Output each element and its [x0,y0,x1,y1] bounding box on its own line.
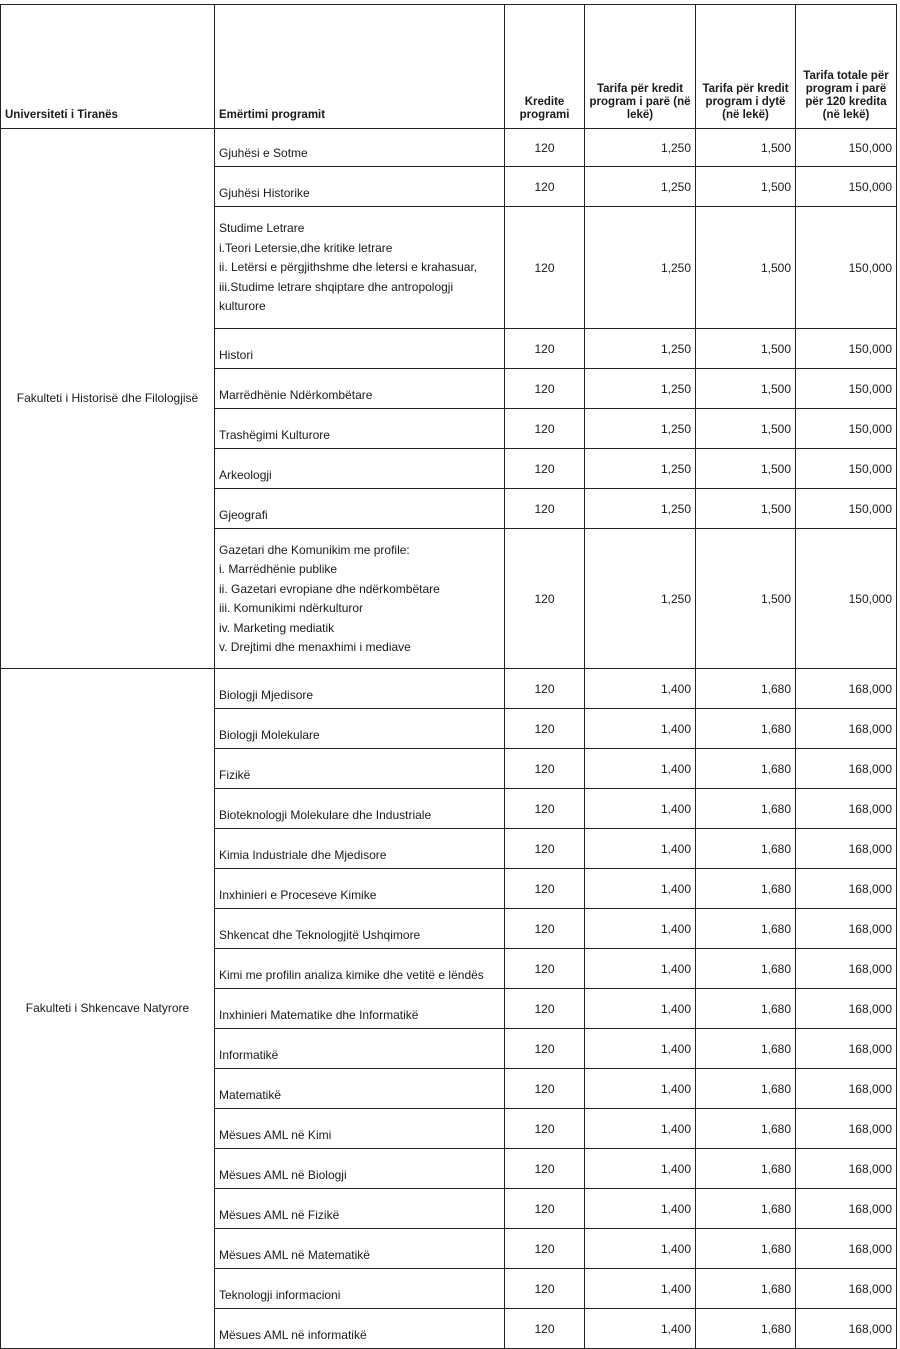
fee-second-value: 1,680 [696,789,796,829]
table-body [1,129,897,1349]
fee-total-value: 168,000 [796,1029,897,1069]
credits-value: 120 [505,529,585,669]
fee-first-value: 1,250 [585,489,696,529]
fee-second-value: 1,680 [696,1109,796,1149]
credits-value: 120 [505,329,585,369]
credits-value: 120 [505,167,585,207]
fee-total-value: 168,000 [796,1189,897,1229]
fee-first-value: 1,400 [585,1149,696,1189]
fee-second-value: 1,500 [696,129,796,167]
credits-value: 120 [505,1229,585,1269]
fee-second-value: 1,680 [696,1069,796,1109]
credits-value: 120 [505,669,585,709]
fee-total-value: 168,000 [796,749,897,789]
fee-second-value: 1,680 [696,829,796,869]
fee-first-value: 1,400 [585,789,696,829]
fee-second-value: 1,500 [696,369,796,409]
credits-value: 120 [505,989,585,1029]
credits-value: 120 [505,909,585,949]
program-name: Arkeologji [215,449,505,489]
fee-total-value: 168,000 [796,789,897,829]
fee-total-value: 168,000 [796,869,897,909]
program-name: Teknologji informacioni [215,1269,505,1309]
fee-total-value: 168,000 [796,989,897,1029]
fee-total-value: 168,000 [796,909,897,949]
program-name: Marrëdhënie Ndërkombëtare [215,369,505,409]
fee-second-value: 1,680 [696,909,796,949]
fee-second-value: 1,680 [696,1029,796,1069]
program-name: Fizikë [215,749,505,789]
fee-total-value: 168,000 [796,1149,897,1189]
table-row [1,129,897,167]
credits-value: 120 [505,829,585,869]
header-fee-second-program: Tarifa për kredit program i dytë (në lekë) [696,5,796,129]
program-name: Shkencat dhe Teknologjitë Ushqimore [215,909,505,949]
fee-first-value: 1,400 [585,749,696,789]
credits-value: 120 [505,949,585,989]
program-name: Kimia Industriale dhe Mjedisore [215,829,505,869]
fee-total-value: 168,000 [796,1229,897,1269]
fee-second-value: 1,680 [696,709,796,749]
fee-total-value: 150,000 [796,529,897,669]
fee-first-value: 1,400 [585,1109,696,1149]
credits-value: 120 [505,369,585,409]
credits-value: 120 [505,1309,585,1349]
fee-second-value: 1,500 [696,207,796,329]
faculty-name: Fakulteti i Shkencave Natyrore [1,669,215,1349]
fee-second-value: 1,680 [696,949,796,989]
fee-first-value: 1,250 [585,529,696,669]
fee-total-value: 150,000 [796,207,897,329]
fee-first-value: 1,400 [585,949,696,989]
fee-second-value: 1,680 [696,1309,796,1349]
credits-value: 120 [505,129,585,167]
program-name: Trashëgimi Kulturore [215,409,505,449]
fee-total-value: 168,000 [796,669,897,709]
fee-first-value: 1,250 [585,449,696,489]
fee-total-value: 168,000 [796,829,897,869]
program-name: Mësues AML në Fizikë [215,1189,505,1229]
header-fee-first-program: Tarifa për kredit program i parë (në lekë) [585,5,696,129]
fee-first-value: 1,400 [585,1269,696,1309]
program-name: Inxhinieri e Proceseve Kimike [215,869,505,909]
tuition-fee-table [0,4,897,1349]
fee-second-value: 1,500 [696,409,796,449]
credits-value: 120 [505,449,585,489]
program-name: Kimi me profilin analiza kimike dhe vetitë e lëndës [215,949,505,989]
credits-value: 120 [505,1029,585,1069]
fee-first-value: 1,250 [585,167,696,207]
program-name: Gjuhësi e Sotme [215,129,505,167]
fee-second-value: 1,680 [696,1229,796,1269]
credits-value: 120 [505,1189,585,1229]
program-name: Bioteknologji Molekulare dhe Industriale [215,789,505,829]
fee-second-value: 1,680 [696,1269,796,1309]
fee-total-value: 150,000 [796,489,897,529]
fee-total-value: 168,000 [796,1269,897,1309]
program-name: Studime Letrare i.Teori Letersie,dhe kritike letrare ii. Letërsi e përgjithshme dhe letersi e krahasuar, iii.Studime letrare shqiptare dhe antropologji kulturore [215,207,505,329]
fee-second-value: 1,500 [696,329,796,369]
header-row [1,5,897,129]
program-name: Mësues AML në Biologji [215,1149,505,1189]
fee-first-value: 1,400 [585,1189,696,1229]
fee-total-value: 168,000 [796,1309,897,1349]
fee-second-value: 1,500 [696,449,796,489]
fee-second-value: 1,500 [696,489,796,529]
fee-first-value: 1,400 [585,869,696,909]
credits-value: 120 [505,1149,585,1189]
fee-first-value: 1,400 [585,989,696,1029]
credits-value: 120 [505,1069,585,1109]
fee-total-value: 168,000 [796,1069,897,1109]
program-name: Inxhinieri Matematike dhe Informatikë [215,989,505,1029]
header-program-name: Emërtimi programit [215,5,505,129]
fee-total-value: 168,000 [796,709,897,749]
credits-value: 120 [505,1109,585,1149]
program-name: Biologji Molekulare [215,709,505,749]
credits-value: 120 [505,789,585,829]
fee-total-value: 150,000 [796,449,897,489]
header-credits: Kredite programi [505,5,585,129]
fee-first-value: 1,250 [585,129,696,167]
fee-total-value: 150,000 [796,167,897,207]
program-name: Gjeografi [215,489,505,529]
fee-first-value: 1,400 [585,1309,696,1349]
credits-value: 120 [505,749,585,789]
credits-value: 120 [505,1269,585,1309]
fee-first-value: 1,400 [585,1069,696,1109]
program-name: Matematikë [215,1069,505,1109]
fee-total-value: 168,000 [796,1109,897,1149]
fee-first-value: 1,250 [585,207,696,329]
fee-total-value: 150,000 [796,409,897,449]
program-name: Informatikë [215,1029,505,1069]
fee-second-value: 1,680 [696,749,796,789]
fee-total-value: 168,000 [796,949,897,989]
fee-second-value: 1,680 [696,869,796,909]
program-name: Gjuhësi Historike [215,167,505,207]
fee-total-value: 150,000 [796,369,897,409]
fee-second-value: 1,500 [696,529,796,669]
fee-second-value: 1,680 [696,1149,796,1189]
fee-second-value: 1,680 [696,989,796,1029]
fee-first-value: 1,250 [585,369,696,409]
program-name: Biologji Mjedisore [215,669,505,709]
credits-value: 120 [505,709,585,749]
program-name: Mësues AML në informatikë [215,1309,505,1349]
fee-first-value: 1,400 [585,1229,696,1269]
fee-second-value: 1,680 [696,1189,796,1229]
fee-second-value: 1,680 [696,669,796,709]
table-row [1,669,897,709]
program-name: Mësues AML në Matematikë [215,1229,505,1269]
fee-first-value: 1,400 [585,829,696,869]
header-fee-total: Tarifa totale për program i parë për 120 kredita (në lekë) [796,5,897,129]
credits-value: 120 [505,489,585,529]
credits-value: 120 [505,409,585,449]
fee-first-value: 1,400 [585,909,696,949]
fee-first-value: 1,250 [585,409,696,449]
fee-second-value: 1,500 [696,167,796,207]
credits-value: 120 [505,869,585,909]
fee-first-value: 1,400 [585,669,696,709]
fee-total-value: 150,000 [796,129,897,167]
fee-first-value: 1,250 [585,329,696,369]
faculty-name: Fakulteti i Historisë dhe Filologjisë [1,129,215,669]
program-name: Histori [215,329,505,369]
program-name: Gazetari dhe Komunikim me profile: i. Marrëdhënie publike ii. Gazetari evropiane dhe ndërkombëtare iii. Komunikimi ndërkulturor iv. Marketing mediatik v. Drejtimi dhe menaxhimi i mediave [215,529,505,669]
program-name: Mësues AML në Kimi [215,1109,505,1149]
fee-first-value: 1,400 [585,709,696,749]
fee-total-value: 150,000 [796,329,897,369]
fee-first-value: 1,400 [585,1029,696,1069]
header-university: Universiteti i Tiranës [1,5,215,129]
credits-value: 120 [505,207,585,329]
